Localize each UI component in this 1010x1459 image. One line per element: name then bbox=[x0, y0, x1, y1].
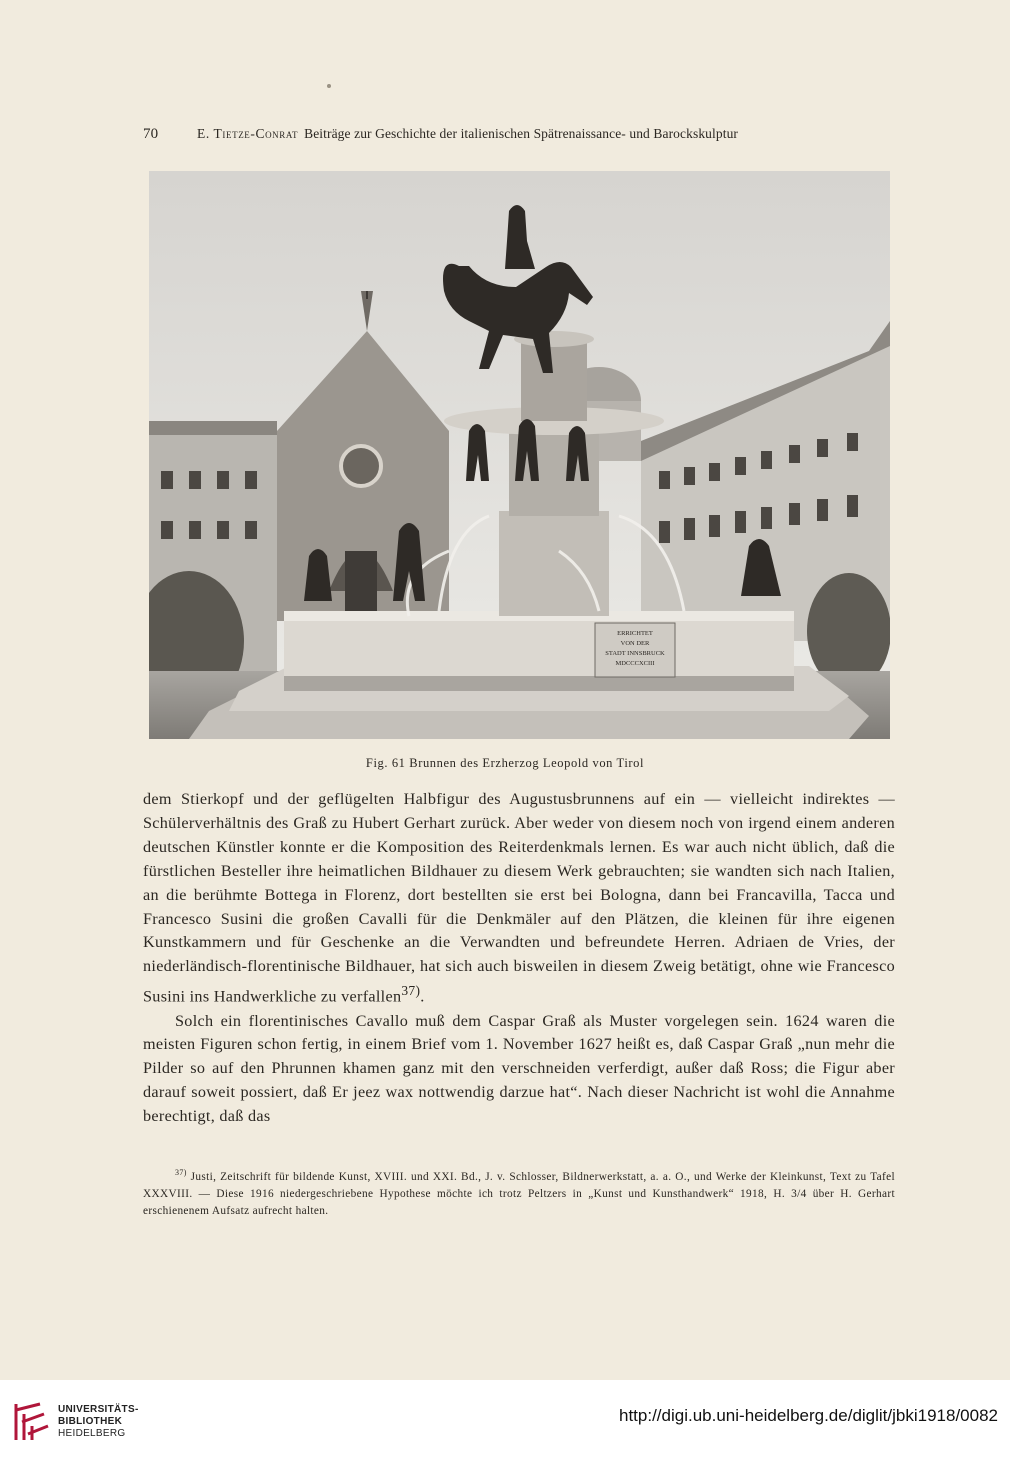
article-title: Beiträge zur Geschichte der italienischen Spätrenaissance- und Barockskulptur bbox=[304, 126, 739, 141]
inscription-line: VON DER bbox=[620, 640, 650, 647]
library-name-line: BIBLIOTHEK bbox=[58, 1416, 123, 1427]
library-footer bbox=[0, 1380, 1010, 1459]
footnote-text: Justi, Zeitschrift für bildende Kunst, XVIII. und XXI. Bd., J. v. Schlosser, Bildnerwerkstatt, a. a. O., und Werke der Kleinkunst, Text zu Tafel XXXVIII. — Diese 1916 niedergeschriebene Hypothese möchte ich trotz Peltzers in „Kunst und Kunsthandwerk“ 1918, H. 3/4 über H. Gerhart erschienenem Aufsatz aufrecht halten. bbox=[143, 1170, 895, 1217]
footnote-marker: 37) bbox=[175, 1168, 187, 1177]
paragraph bbox=[143, 788, 895, 1010]
scan-speck bbox=[327, 84, 331, 88]
inscription-line: STADT INNSBRUCK bbox=[605, 650, 665, 657]
footnote bbox=[143, 1164, 895, 1220]
figure-caption: Fig. 61 Brunnen des Erzherzog Leopold von Tirol bbox=[365, 756, 645, 770]
body-text bbox=[143, 788, 895, 1129]
footnote-reference: 37) bbox=[401, 983, 421, 999]
fountain-photograph bbox=[149, 171, 890, 739]
fountain-illustration bbox=[149, 171, 890, 739]
sentence-end: . bbox=[420, 987, 425, 1006]
permalink-url[interactable]: http://digi.ub.uni-heidelberg.de/diglit/jbki1918/0082 bbox=[619, 1406, 998, 1425]
library-name bbox=[58, 1404, 139, 1440]
page-number: 70 bbox=[143, 126, 159, 142]
inscription-line: MDCCCXCIII bbox=[615, 660, 655, 667]
paragraph-text: dem Stierkopf und der geflügelten Halbfigur des Augustusbrunnens auf ein — vielleicht indirektes — Schülerverhältnis des Graß zu Hubert Gerhart zurück. Aber weder von diesem noch von irgend einem anderen deutschen Künstler konnte er die Komposition des Reiterdenkmals lernen. Es war auch nicht üblich, daß die fürstlichen Besteller ihre heimatlichen Bildhauer zu diesem Werk gebrauchten; sie wandten sich nach Italien, an die berühmte Bottega in Florenz, dort bestellten sie erst bei Bologna, dann bei Francavilla, Tacca und Francesco Susini die großen Cavalli für die Denkmäler auf den Plätzen, die kleinen für ihre eigenen Kunstkammern und für Geschenke an die Verwandten und befreundete Herren. Adriaen de Vries, der niederländisch-florentinische Bildhauer, hat sich auch bisweilen in diesem Zweig betätigt, ohne wie Francesco Susini ins Handwerkliche zu verfallen bbox=[143, 790, 895, 1006]
running-head bbox=[143, 126, 893, 143]
library-name-line: HEIDELBERG bbox=[58, 1428, 126, 1439]
paragraph: Solch ein florentinisches Cavallo muß dem Caspar Graß als Muster vorgelegen sein. 1624 waren die meisten Figuren schon fertig, in einem Brief vom 1. November 1627 heißt es, daß Caspar Graß „nun mehr die Pilder so auf den Phrunnen khamen ganz mit den verschneiden verferdigt, außer daß Ross; die Figur aber darauf soweit possiert, daß Er jeez wax nottwendig darzue hat“. Nach dieser Nachricht ist wohl die Annahme berechtigt, daß das bbox=[143, 1011, 895, 1126]
library-name-line: UNIVERSITÄTS- bbox=[58, 1404, 139, 1415]
inscription-line: ERRICHTET bbox=[617, 630, 653, 637]
library-logo-icon bbox=[10, 1400, 50, 1444]
author-name: E. Tietze-Conrat bbox=[197, 126, 299, 141]
